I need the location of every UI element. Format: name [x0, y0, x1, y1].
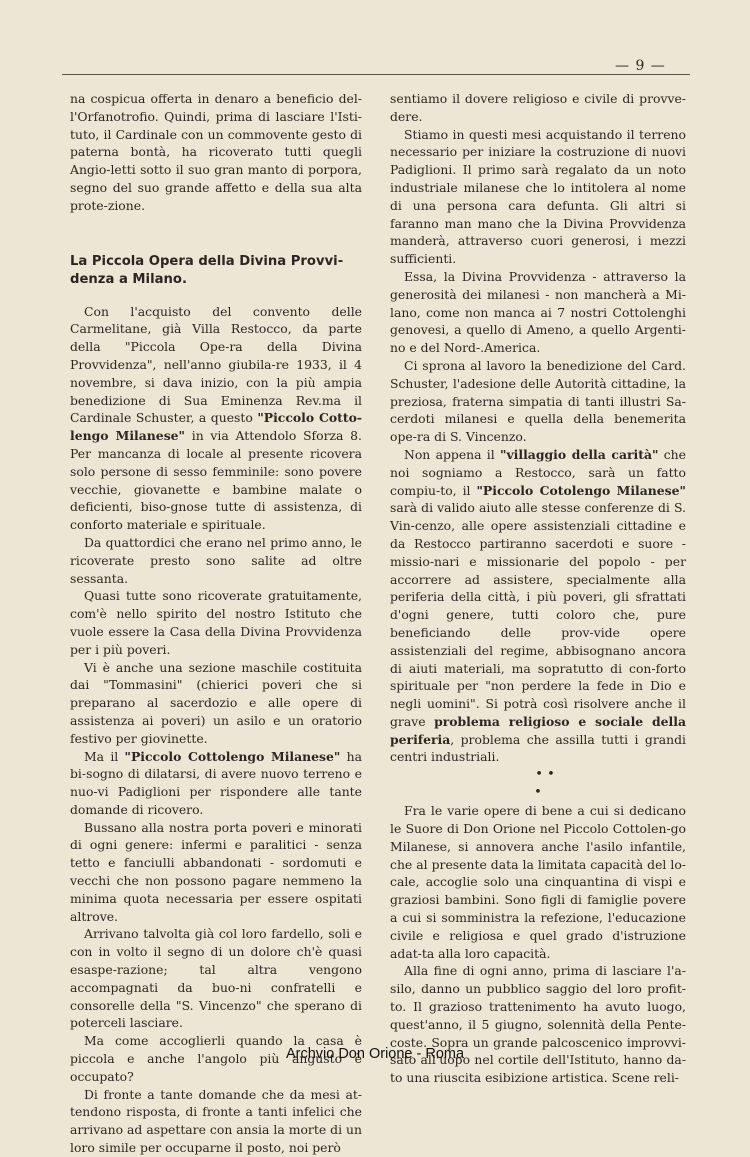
paragraph: Alla fine di ogni anno, prima di lasciare l'a-silo, danno un pubblico saggio del loro profit-to. Il grazioso trattenimento ha avuto luogo, quest'anno, il 5 giugno, solennità della Pente-coste. Sopra un grande palcoscenico improvvi-sato all'uopo nel cortile dell'Istituto, hanno da-to una riuscita esibizione artistica. Scene reli-: [390, 963, 686, 1086]
paragraph: Fra le varie opere di bene a cui si dedicano le Suore di Don Orione nel Piccolo Cottolen-go Milanese, si annovera anche l'asilo infantile, che al presente data la limitata capacità del lo-cale, accoglie solo una cinquantina di vispi e graziosi bambini. Sono figli di famiglie povere a cui si somministra la refezione, l'educazione civile e religiosa e quel grado d'istruzione adat-ta alla loro capacità.: [390, 803, 686, 961]
header-rule: [62, 74, 690, 75]
paragraph: sentiamo il dovere religioso e civile di provve-dere.: [390, 91, 686, 124]
paragraph: na cospicua offerta in denaro a beneficio del-l'Orfanotrofio. Quindi, prima di lasciare l'Isti-tuto, il Cardinale con un commovente gesto di paterna bontà, ha ricoverato tutti quegli Angio-letti sotto il suo gran manto di porpora, segno del suo grande affetto e della sua alta prote-zione.: [70, 91, 362, 213]
paragraph: Arrivano talvolta già col loro fardello, soli e con in volto il segno di un dolore ch'è quasi esaspe-razione; tal altra vengono accompagnati da buo-ni confratelli e consorelle della "S. Vincenzo" che sperano di poterceli lasciare.: [70, 926, 362, 1031]
paragraph: Essa, la Divina Provvidenza - attraverso la generosità dei milanesi - non mancherà a Mi-lano, come non manca ai 7 nostri Cottolenghi genovesi, a quello di Ameno, a quello Argenti-no e del Nord-.America.: [390, 268, 686, 356]
paragraph: Bussano alla nostra porta poveri e minorati di ogni genere: infermi e paralitici - senza tetto e fanciulli abbandonati - sordomuti e vecchi che non possono pagare nemmeno la minima quota necessaria per essere ospitati altrove.: [70, 819, 362, 924]
paragraph: Di fronte a tante domande che da mesi at-tendono risposta, di fronte a tanti infelici che arrivano ad aspettare con ansia la morte di un loro simile per occuparne il posto, noi però: [70, 1086, 362, 1156]
paragraph: Stiamo in questi mesi acquistando il terreno necessario per iniziare la costruzione di nuovi Padiglioni. Il primo sarà regalato da un noto industriale milanese che lo intitolera al nome di una persona cara defunta. Gli altri si faranno man mano che la Divina Provvidenza manderà, attraverso cuori generosi, i mezzi sufficienti.: [390, 126, 686, 267]
section-separator: • • •: [534, 767, 555, 801]
paragraph: Non appena il "villaggio della carità" che noi sogniamo a Restocco, sarà un fatto compiu-to, il "Piccolo Cotolengo Milanese" sarà di valido aiuto alle stesse conferenze di S. Vin-cenzo, alle opere assistenziali cittadine e da Restocco partiranno sacerdoti e suore - missio-nari e missionarie del popolo - per accorrere ad assistere, specialmente alla periferia della città, i più poveri, gli sfrattati d'ogni genere, tutti coloro che, pure beneficiando delle prov-vide opere assistenziali del regime, abbisognano ancora di aiuti materiali, ma sopratutto di con-forto spirituale per "non perdere la fede in Dio e negli uomini". Si potrà così risolvere anche il grave problema religioso e sociale della periferia, problema che assilla tutti i grandi centri industriali.: [390, 446, 687, 765]
section-heading: La Piccola Opera della Divina Provvi-denza a Milano.: [70, 253, 344, 287]
page-number: — 9 —: [615, 58, 666, 74]
archive-watermark: Archvio Don Orione - Roma: [285, 1046, 465, 1062]
paragraph: Con l'acquisto del convento delle Carmelitane, già Villa Restocco, da parte della "Piccola Ope-ra della Divina Provvidenza", nell'anno giubila-re 1933, il 4 novembre, si dava inizio, con la più ampia benedizione di Sua Eminenza Rev.ma il Cardinale Schuster, a questo "Piccolo Cotto-lengo Milanese" in via Attendolo Sforza 8. Per mancanza di locale al presente ricovera solo persone di sesso femminile: sono povere vecchie, giovanette e bambine malate o deficienti, biso-gnose tutte di assistenza, di conforto materiale e spirituale.: [70, 303, 362, 533]
paragraph: Da quattordici che erano nel primo anno, le ricoverate presto sono salite ad oltre sessanta.: [70, 534, 362, 586]
paragraph: Vi è anche una sezione maschile costituita dai "Tommasini" (chierici poveri che si preparano al sacerdozio e alle opere di assistenza ai poveri) un asilo e un oratorio festivo per giovinette.: [70, 659, 362, 746]
paragraph: Quasi tutte sono ricoverate gratuitamente, com'è nello spirito del nostro Istituto che vuole essere la Casa della Divina Provvidenza per i più poveri.: [70, 588, 362, 657]
right-column: [390, 90, 686, 1087]
paragraph: Ci sprona al lavoro la benedizione del Card. Schuster, l'adesione delle Autorità cittadine, la preziosa, fraterna simpatia di tanti illustri Sa-cerdoti milanesi e quella della benemerita ope-ra di S. Vincenzo.: [390, 357, 686, 445]
paragraph: Ma il "Piccolo Cottolengo Milanese" ha bi-sogno di dilatarsi, di avere nuovo terreno e nuo-vi Padiglioni per rispondere alle tante domande di ricovero.: [70, 748, 362, 817]
left-column: [70, 90, 362, 1157]
paragraph: Ma come accoglierli quando la casa è piccola e anche l'angolo più angusto è occupato?: [70, 1033, 362, 1084]
